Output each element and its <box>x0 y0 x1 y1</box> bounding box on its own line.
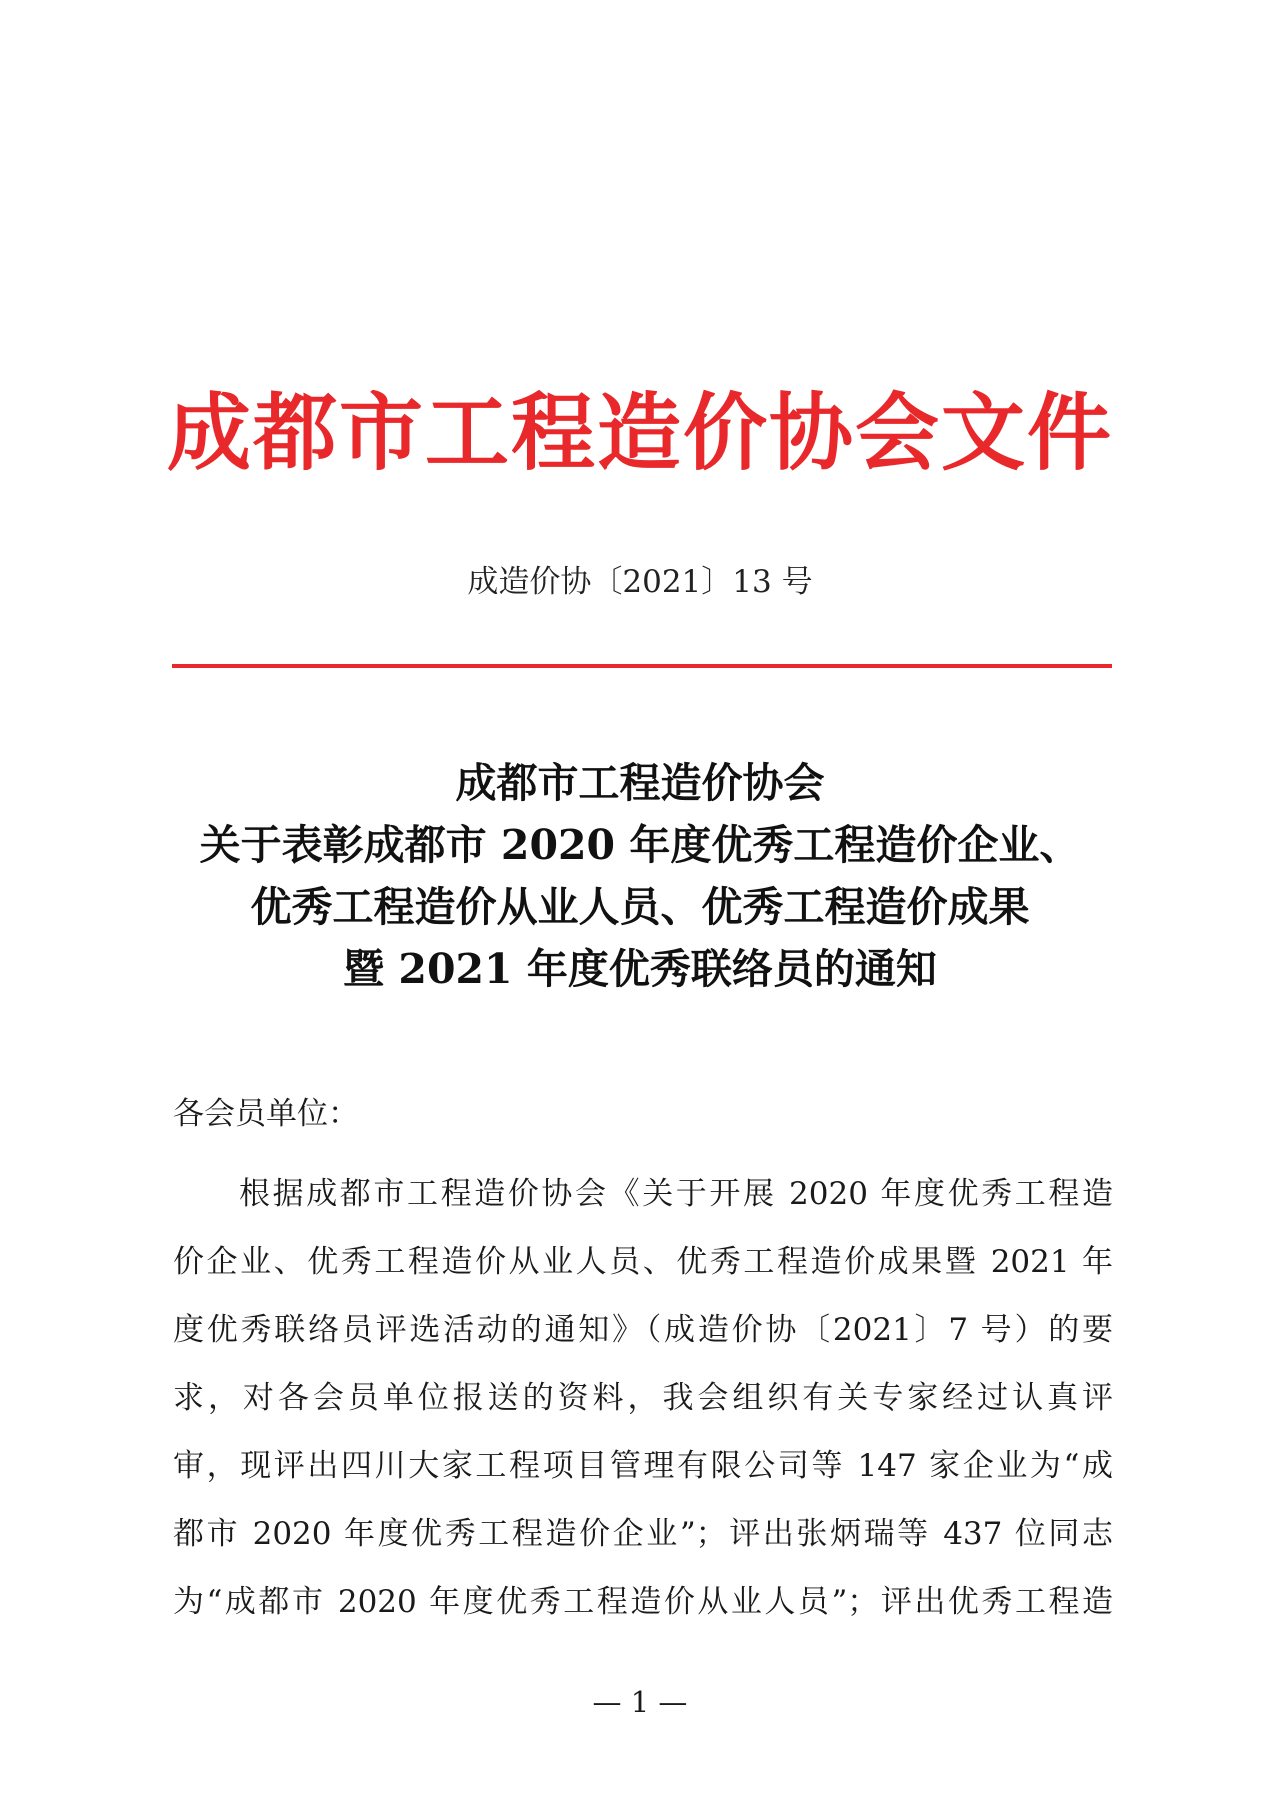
body-line-3: 度优秀联络员评选活动的通知》（成造价协〔2021〕7 号）的要 <box>173 1312 1113 1348</box>
title-line-3: 优秀工程造价从业人员、优秀工程造价成果 <box>250 883 1030 931</box>
document-number: 成造价协〔2021〕13 号 <box>467 564 813 600</box>
body-line-5: 审，现评出四川大家工程项目管理有限公司等 147 家企业为“成 <box>173 1448 1113 1484</box>
title-line-4: 暨 2021 年度优秀联络员的通知 <box>343 945 937 993</box>
body-line-7: 为“成都市 2020 年度优秀工程造价从业人员”；评出优秀工程造 <box>173 1584 1113 1620</box>
title-line-2: 关于表彰成都市 2020 年度优秀工程造价企业、 <box>199 821 1081 869</box>
masthead-title: 成都市工程造价协会文件 <box>166 384 1113 482</box>
body-line-6: 都市 2020 年度优秀工程造价企业”；评出张炳瑞等 437 位同志 <box>173 1516 1113 1552</box>
body-paragraph <box>173 1160 1113 1636</box>
salutation: 各会员单位： <box>173 1096 359 1132</box>
notice-title <box>160 752 1120 1000</box>
red-separator-line <box>172 664 1112 668</box>
body-line-2: 价企业、优秀工程造价从业人员、优秀工程造价成果暨 2021 年 <box>173 1244 1113 1280</box>
title-line-1: 成都市工程造价协会 <box>455 759 825 807</box>
body-line-4: 求，对各会员单位报送的资料，我会组织有关专家经过认真评 <box>173 1380 1113 1416</box>
body-line-1: 根据成都市工程造价协会《关于开展 2020 年度优秀工程造 <box>239 1176 1113 1212</box>
page-number: — 1 — <box>592 1685 688 1719</box>
